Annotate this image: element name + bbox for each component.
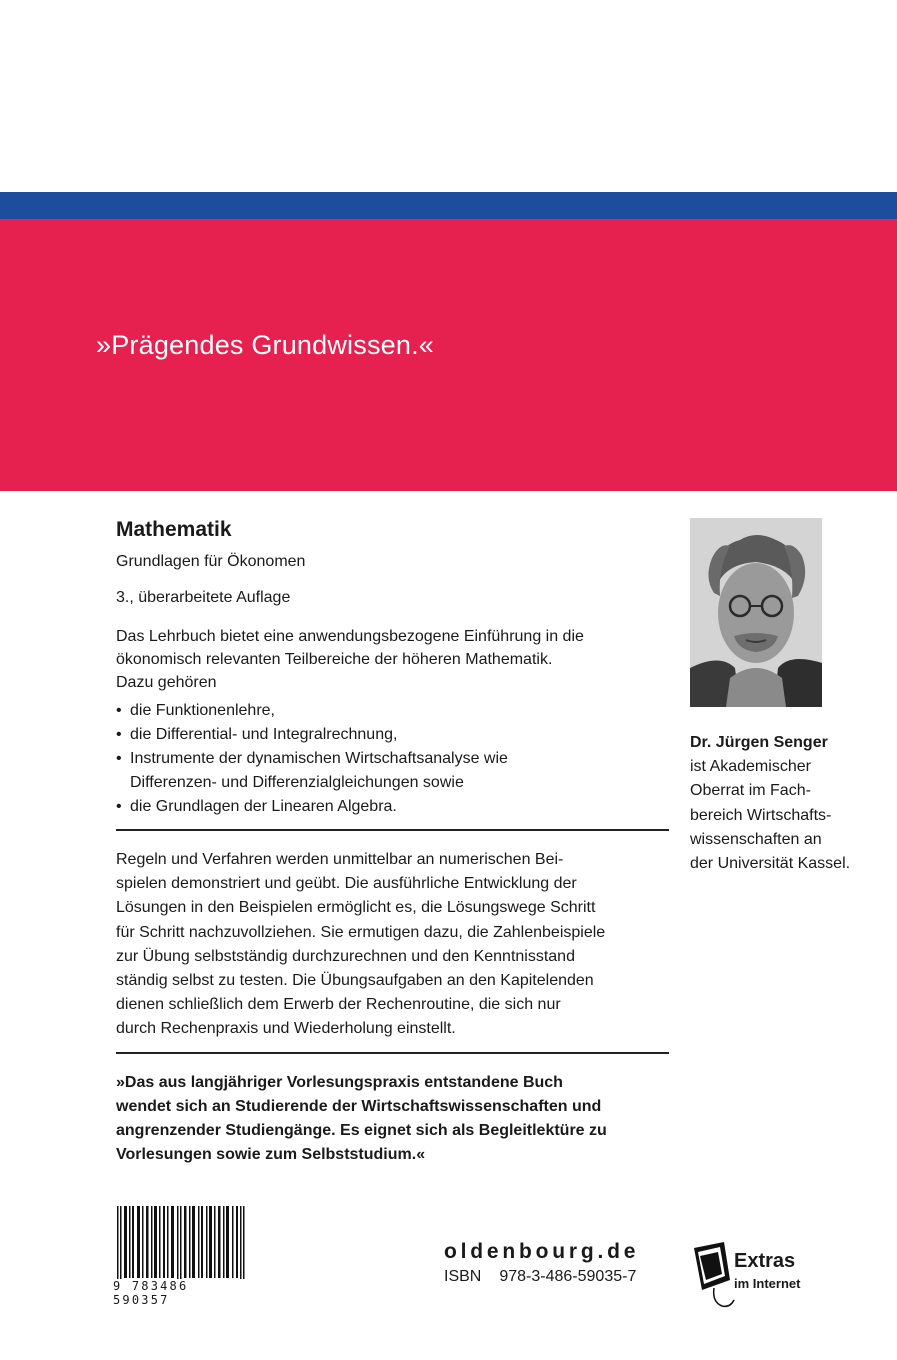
book-title: Mathematik (116, 518, 232, 541)
author-name: Dr. Jürgen Senger (690, 734, 828, 751)
description-line: für Schritt nachzuvollziehen. Sie ermutigen dazu, die Zahlenbeispiele (116, 923, 606, 941)
author-bio-line: bereich Wirtschafts- (690, 806, 832, 824)
slogan: »Prägendes Grundwissen.« (96, 330, 435, 360)
book-subtitle: Grundlagen für Ökonomen (116, 553, 306, 570)
description-text (116, 848, 671, 1042)
description-line: ständig selbst zu testen. Die Übungsaufgaben an den Kapitelenden (116, 972, 594, 990)
description-line: durch Rechenpraxis und Wiederholung einstellt. (116, 1020, 456, 1038)
isbn-label: ISBN (444, 1268, 482, 1285)
quote-line: »Das aus langjähriger Vorlesungspraxis entstandene Buch (116, 1073, 563, 1091)
divider (116, 829, 669, 831)
bullet-dot: • (116, 702, 122, 719)
extras-label: Extras (734, 1250, 796, 1272)
intro-line: Dazu gehören (116, 674, 217, 691)
extras-sublabel: im Internet (734, 1276, 801, 1291)
promo-quote (116, 1071, 671, 1168)
intro-line: Das Lehrbuch bietet eine anwendungsbezogene Einführung in die (116, 628, 584, 645)
quote-line: wendet sich an Studierende der Wirtschaftswissenschaften und (116, 1097, 602, 1115)
author-info (690, 731, 880, 876)
description-line: zur Übung selbstständig durchzurechnen und den Kenntnisstand (116, 947, 575, 965)
list-item: • die Differential- und Integralrechnung, (116, 723, 671, 747)
intro-line: ökonomisch relevanten Teilbereiche der höheren Mathematik. (116, 651, 553, 668)
divider (116, 1052, 669, 1054)
isbn-value: 978-3-486-59035-7 (499, 1268, 637, 1285)
author-portrait-image (690, 518, 822, 707)
isbn (444, 1268, 636, 1286)
topic-list (116, 699, 671, 819)
main-column (116, 515, 671, 1167)
list-item: • Instrumente der dynamischen Wirtschaftsanalyse wie Differenzen- und Differenzialgleichungen sowie (116, 747, 671, 795)
book-edition: 3., überarbeitete Auflage (116, 589, 291, 606)
author-bio-line: ist Akademischer (690, 758, 811, 776)
description-line: spielen demonstriert und geübt. Die ausführliche Entwicklung der (116, 875, 577, 893)
author-photo (690, 518, 822, 707)
top-blue-band (0, 192, 897, 219)
publisher-url: oldenbourg.de (444, 1240, 640, 1263)
list-item: • die Grundlagen der Linearen Algebra. (116, 795, 671, 819)
bullet-dot: • (116, 750, 122, 767)
author-bio-line: wissenschaften an (690, 830, 822, 848)
author-bio-line: Oberrat im Fach- (690, 782, 811, 800)
list-item: • die Funktionenlehre, (116, 699, 671, 723)
intro-text (116, 625, 671, 694)
author-bio-line: der Universität Kassel. (690, 855, 851, 873)
quote-line: angrenzender Studiengänge. Es eignet sich als Begleitlektüre zu (116, 1122, 607, 1140)
barcode-number: 9 783486 590357 (113, 1279, 250, 1307)
description-line: dienen schließlich dem Erwerb der Rechenroutine, die sich nur (116, 996, 561, 1014)
quote-line: Vorlesungen sowie zum Selbststudium.« (116, 1146, 426, 1164)
description-line: Lösungen in den Beispielen ermöglicht es, die Lösungswege Schritt (116, 899, 596, 917)
bullet-dot: • (116, 798, 122, 815)
bullet-dot: • (116, 726, 122, 743)
description-line: Regeln und Verfahren werden unmittelbar an numerischen Bei- (116, 851, 564, 868)
